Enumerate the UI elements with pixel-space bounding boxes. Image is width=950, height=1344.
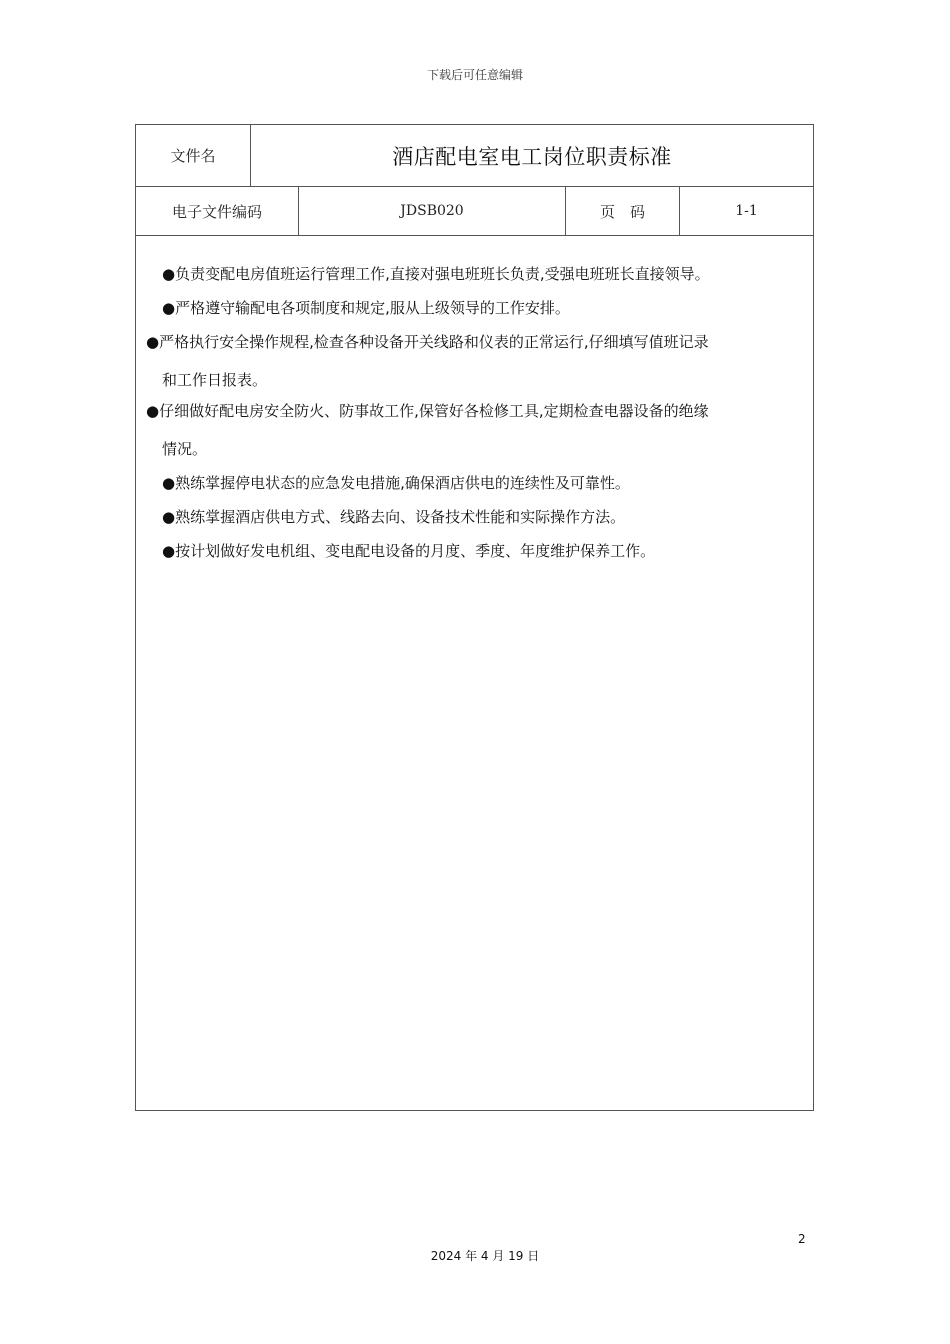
- duty-item: [162, 256, 710, 292]
- header-note: 下载后可任意编辑: [426, 68, 523, 82]
- bullet-icon: ●: [146, 402, 160, 420]
- duty-item: [162, 290, 570, 326]
- page-label-cell: [566, 187, 680, 235]
- duty-text: 熟练掌握酒店供电方式、线路去向、设备技术性能和实际操作方法。: [175, 508, 626, 526]
- file-code-label-cell: [136, 187, 299, 235]
- file-code-value: JDSB020: [400, 203, 464, 219]
- page-number: 2: [798, 1232, 806, 1246]
- duty-text: 负责变配电房值班运行管理工作,直接对强电班班长负责,受强电班班长直接领导。: [175, 265, 710, 283]
- document-title: 酒店配电室电工岗位职责标准: [392, 144, 672, 169]
- file-name-label: 文件名: [170, 147, 216, 165]
- duty-item: [162, 499, 625, 535]
- page-label: 页 码: [599, 202, 645, 221]
- duty-text: 按计划做好发电机组、变电配电设备的月度、季度、年度维护保养工作。: [175, 542, 656, 560]
- file-code-label: 电子文件编码: [171, 202, 262, 221]
- duty-text-continuation: 和工作日报表。: [162, 371, 268, 389]
- duty-text: 仔细做好配电房安全防火、防事故工作,保管好各检修工具,定期检查电器设备的绝缘: [159, 402, 709, 420]
- duty-item: [162, 465, 630, 501]
- duty-item: [146, 324, 709, 360]
- document-table: [135, 124, 814, 1111]
- title-row: [136, 125, 813, 187]
- page-value: 1-1: [735, 203, 758, 219]
- duty-text: 严格执行安全操作规程,检查各种设备开关线路和仪表的正常运行,仔细填写值班记录: [159, 333, 709, 351]
- duty-text: 熟练掌握停电状态的应急发电措施,确保酒店供电的连续性及可靠性。: [175, 474, 630, 492]
- bullet-icon: ●: [162, 474, 176, 492]
- duty-text: 严格遵守输配电各项制度和规定,服从上级领导的工作安排。: [175, 299, 570, 317]
- bullet-icon: ●: [146, 333, 160, 351]
- duty-item: [162, 533, 655, 569]
- title-cell: [251, 125, 813, 186]
- page-value-cell: [680, 187, 813, 235]
- bullet-icon: ●: [162, 299, 176, 317]
- file-code-value-cell: [299, 187, 566, 235]
- footer-date: 2024 年 4 月 19 日: [430, 1249, 540, 1263]
- bullet-icon: ●: [162, 265, 176, 283]
- duty-text-continuation: 情况。: [162, 440, 208, 458]
- bullet-icon: ●: [162, 542, 176, 560]
- duty-item: [146, 393, 709, 429]
- file-name-label-cell: [136, 125, 251, 186]
- code-row: [136, 187, 813, 236]
- bullet-icon: ●: [162, 508, 176, 526]
